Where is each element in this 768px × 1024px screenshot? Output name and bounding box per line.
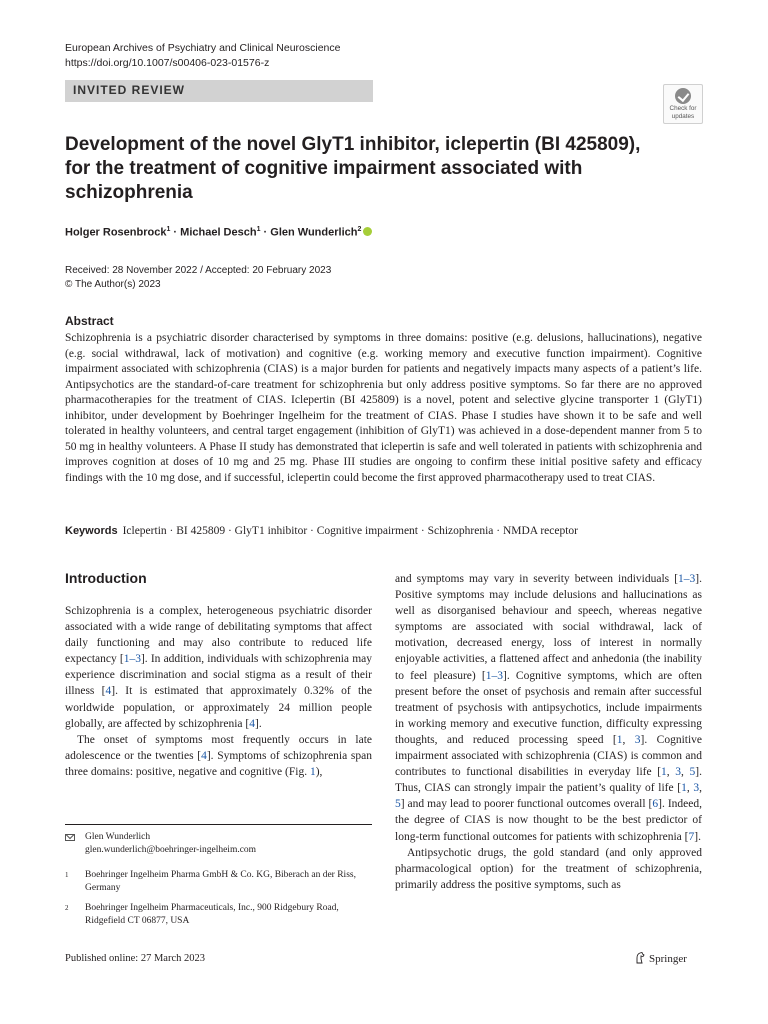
paragraph: Antipsychotic drugs, the gold standard (and only approved pharmacological option) for the treatment of schizophrenia, primarily address the positive symptoms, such as	[395, 846, 702, 891]
orcid-icon[interactable]	[363, 227, 372, 236]
published-date: Published online: 27 March 2023	[65, 953, 205, 964]
paragraph-text: ]. Thus, CIAS can strongly impair the patient’s quality of life [	[395, 766, 703, 795]
paragraph	[65, 732, 372, 780]
citation-separator: ,	[666, 766, 676, 779]
paragraph-text: ].	[255, 717, 262, 730]
citation-link[interactable]: 6	[652, 798, 659, 811]
citation-link[interactable]: 4	[105, 685, 112, 698]
keywords	[65, 525, 702, 537]
author-list	[65, 226, 372, 239]
check-updates-label-1: Check for	[669, 105, 697, 112]
article-type-banner	[65, 80, 373, 102]
abstract-heading: Abstract	[65, 314, 114, 328]
corresponding-author-email[interactable]: glen.wunderlich@boehringer-ingelheim.com	[85, 845, 257, 855]
corresponding-author-name: Glen Wunderlich	[85, 832, 151, 842]
section-heading-introduction: Introduction	[65, 570, 147, 586]
publisher-name: Springer	[649, 953, 687, 965]
citation-link[interactable]: 7	[688, 830, 695, 843]
citation-link[interactable]: 5	[395, 798, 401, 811]
citation-separator: ,	[681, 766, 690, 779]
footnote-divider	[65, 824, 372, 825]
journal-name: European Archives of Psychiatry and Clinical Neuroscience	[65, 42, 341, 54]
citation-link[interactable]: 1	[661, 766, 667, 779]
author-name[interactable]: Michael Desch	[180, 226, 257, 239]
affiliation-2	[65, 902, 372, 928]
citation-link[interactable]: 1–3	[123, 653, 141, 666]
affiliation-text: Boehringer Ingelheim Pharmaceuticals, Inc., 900 Ridgebury Road, Ridgefield CT 06877, USA	[85, 903, 339, 926]
citation-link[interactable]: 1–3	[485, 669, 503, 682]
publisher-logo[interactable]	[635, 952, 687, 965]
author-affiliation-mark: 1	[256, 226, 261, 233]
paragraph-text: ]. Positive symptoms may include delusions and hallucinations as well as disorganised behaviour and speech, whereas negative symptoms are associated with social withdrawal, lack of motivation, decreased energy, loss of interest in normally enjoyable activities, a flattened affect and anhedonia (the inability to feel pleasure) [	[395, 573, 702, 682]
citation-link[interactable]: 1	[681, 782, 687, 795]
citation-separator: ,	[622, 733, 635, 746]
citation-link[interactable]: 3	[693, 782, 700, 795]
paper-title: Development of the novel GlyT1 inhibitor, iclepertin (BI 425809), for the treatment of cognitive impairment associated with schizophrenia	[65, 134, 641, 203]
author-affiliation-mark: 1	[166, 226, 171, 233]
citation-link[interactable]: 4	[249, 717, 255, 730]
check-for-updates-badge[interactable]	[663, 84, 703, 124]
paragraph-text: ]. Cognitive symptoms, which are often present before the onset of psychosis and remain after successful treatment of psychosis with antipsychotics, include impairments in working memory and executive function, difficulty expressing thoughts, and reduced processing speed [	[395, 669, 702, 746]
author-separator: ·	[260, 226, 271, 239]
springer-horse-icon	[635, 952, 645, 964]
affiliation-number: 1	[65, 871, 69, 879]
author-affiliation-mark: 2	[357, 226, 362, 233]
citation-link[interactable]: 3	[634, 733, 641, 746]
check-updates-icon	[675, 88, 691, 104]
keywords-list: Iclepertin · BI 425809 · GlyT1 inhibitor · Cognitive impairment · Schizophrenia · NMDA receptor	[122, 525, 578, 537]
citation-separator: ,	[699, 782, 703, 795]
body-column-left	[65, 603, 372, 780]
check-updates-label-2: updates	[671, 113, 695, 120]
paragraph-text: ]. Symptoms of schizophrenia span three domains: positive, negative and cognitive (Fig.	[65, 749, 372, 778]
paragraph-text: ] and may lead to poorer functional outcomes overall [	[400, 798, 653, 811]
citation-link[interactable]: 3	[675, 766, 682, 779]
affiliation-text: Boehringer Ingelheim Pharma GmbH & Co. KG, Biberach an der Riss, Germany	[85, 870, 356, 893]
author-name[interactable]: Holger Rosenbrock	[65, 226, 167, 239]
paragraph-text: ),	[315, 765, 323, 778]
paragraph-text: ]. Indeed, the degree of CIAS is now thought to be the best predictor of long-term functional outcomes for patients with schizophrenia [	[395, 798, 702, 843]
keywords-label: Keywords	[65, 525, 118, 537]
citation-link[interactable]: 4	[201, 749, 207, 762]
received-accepted-dates: Received: 28 November 2022 / Accepted: 20 February 2023	[65, 265, 332, 276]
citation-link[interactable]: 1–3	[678, 573, 696, 585]
paragraph	[395, 571, 702, 845]
article-type-label: INVITED REVIEW	[73, 83, 186, 97]
correspondence-note	[65, 831, 372, 857]
paragraph-text: Schizophrenia is a complex, heterogeneous psychiatric disorder associated with a wide range of debilitating symptoms that affect daily functioning and may also contribute to reduced life expectancy [	[65, 605, 372, 666]
article-dates	[65, 264, 331, 292]
affiliation-number: 2	[65, 904, 69, 912]
copyright-notice: © The Author(s) 2023	[65, 279, 161, 290]
paragraph-text: ]. In addition, individuals with schizophrenia may experience discrimination and social stigma as a result of their illness [	[65, 653, 372, 698]
paragraph-text: The onset of symptoms most frequently occurs in late adolescence or the twenties [	[65, 733, 372, 762]
figure-link[interactable]: 1	[309, 765, 316, 778]
author-name[interactable]: Glen Wunderlich	[270, 226, 358, 239]
citation-separator: ,	[686, 782, 694, 795]
author-separator: ·	[170, 226, 181, 239]
paragraph-text: ]. Cognitive impairment associated with schizophrenia (CIAS) is common and contributes to functional disabilities in everyday life [	[395, 733, 703, 779]
abstract-body: Schizophrenia is a psychiatric disorder characterised by symptoms in three domains: positive (e.g. delusions, hallucinations), negative (e.g. social withdrawal, lack of motivation) and cognitive (e.g. working memory and executive function impairment). Cognitive impairment associated with schizophrenia (CIAS) is a major burden for patients and negatively impacts many aspects of a patient’s life. Antipsychotics are the standard-of-care treatment for schizophrenia but only address positive symptoms. So far there are no approved pharmacotherapies for the treatment of CIAS. Iclepertin (BI 425809) is a novel, potent and selective glycine transporter 1 (GlyT1) inhibitor, under development by Boehringer Ingelheim for the treatment of CIAS. Phase I studies have shown it to be safe and well tolerated in healthy volunteers, and central target engagement (inhibition of GlyT1) was achieved in a dose-dependent manner from 5 to 50 mg in healthy volunteers. A Phase II study has demonstrated that iclepertin is safe and well tolerated in patients with schizophrenia and improves cognition at doses of 10 mg and 25 mg. Phase III studies are ongoing to confirm these initial positive safety and efficacy findings with the 10 mg dose, and if successful, iclepertin could become the first approved pharmacotherapy used to treat CIAS.	[65, 332, 702, 484]
envelope-icon	[65, 834, 75, 841]
paragraph-text: and symptoms may vary in severity between individuals [	[395, 573, 679, 585]
citation-link[interactable]: 1	[616, 733, 623, 746]
paragraph	[65, 603, 372, 732]
body-column-right	[395, 571, 702, 893]
doi-link[interactable]: https://doi.org/10.1007/s00406-023-01576-z	[65, 57, 270, 69]
affiliation-1	[65, 869, 372, 895]
paragraph-text: ].	[694, 830, 701, 843]
citation-link[interactable]: 5	[689, 766, 696, 779]
journal-header	[65, 41, 340, 71]
paragraph-text: ]. It is estimated that approximately 0.32% of the worldwide population, or approximately 24 million people globally, are affected by schizophrenia [	[65, 685, 372, 730]
